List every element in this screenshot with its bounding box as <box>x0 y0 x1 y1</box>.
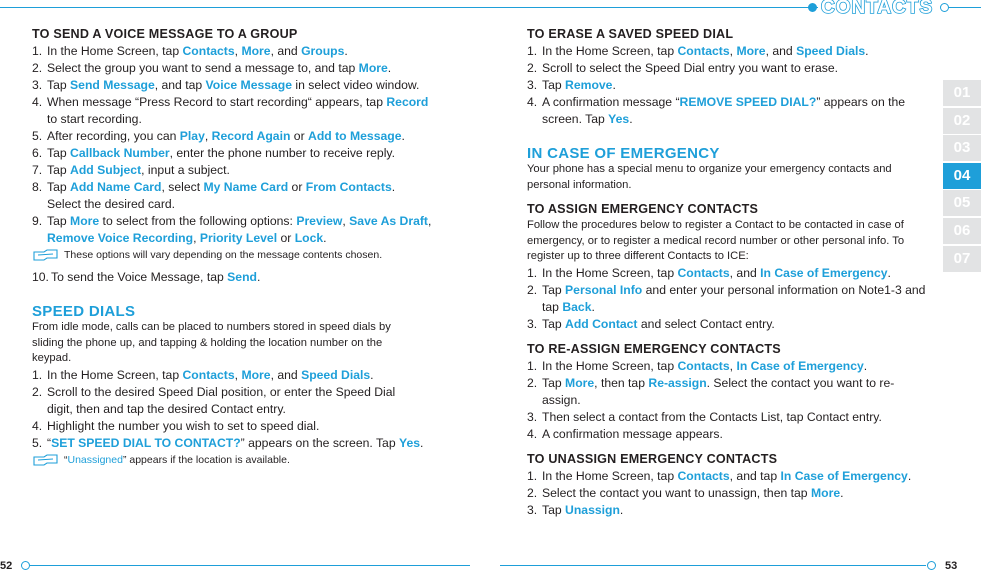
assign-intro: Follow the procedures below to register a Contact to be contacted in case of emergency, or to register a medical record number or other personal info. To register up to three different Contacts to ICE: <box>527 219 905 262</box>
unassign-step-3: 3. Tap Unassign. <box>527 502 624 517</box>
chapter-tab-06[interactable]: 06 <box>943 218 981 244</box>
left-column <box>32 26 432 468</box>
chapter-tab-04[interactable]: 04 <box>943 163 981 189</box>
voice-step-9: 9. Tap More to select from the following options: Preview, Save As Draft, Remove Voice Recording, Priority Level or Lock. <box>32 214 432 245</box>
section-title: CONTACTS <box>821 0 934 18</box>
footer-rule-right <box>500 565 926 566</box>
erase-step-1: 1. In the Home Screen, tap Contacts, More, and Speed Dials. <box>527 44 869 58</box>
erase-step-2: 2. Scroll to select the Speed Dial entry you want to erase. <box>527 61 839 75</box>
footer-dot-left <box>21 561 30 570</box>
voice-step-8: 8. Tap Add Name Card, select My Name Card or From Contacts. Select the desired card. <box>32 180 396 211</box>
assign-step-1: 1. In the Home Screen, tap Contacts, and In Case of Emergency. <box>527 265 891 280</box>
assign-heading: TO ASSIGN EMERGENCY CONTACTS <box>527 202 759 216</box>
unassign-heading: TO UNASSIGN EMERGENCY CONTACTS <box>527 451 778 466</box>
chapter-tabs <box>943 80 981 273</box>
reassign-step-4: 4. A confirmation message appears. <box>527 426 723 441</box>
page-number-left: 52 <box>0 560 13 572</box>
unassign-step-1: 1. In the Home Screen, tap Contacts, and tap In Case of Emergency. <box>527 468 912 483</box>
voice-step-1: 1. In the Home Screen, tap Contacts, More, and Groups. <box>32 44 348 58</box>
unassign-step-2: 2. Select the contact you want to unassign, then tap More. <box>527 485 844 500</box>
speed-dials-title: SPEED DIALS <box>32 303 136 320</box>
assign-step-3: 3. Tap Add Contact and select Contact entry. <box>527 316 775 331</box>
speed-step-2: 2. Scroll to the desired Speed Dial position, or enter the Speed Dial digit, then and tap the desired Contact entry. <box>32 384 396 416</box>
footer-rule-left <box>30 565 470 566</box>
note-icon <box>33 454 59 466</box>
voice-options-note: These options will vary depending on the message contents chosen. <box>32 248 432 263</box>
header-rule-right <box>948 7 981 8</box>
chapter-tab-05[interactable]: 05 <box>943 190 981 216</box>
erase-step-3: 3. Tap Remove. <box>527 78 616 92</box>
speed-step-5: 5. “SET SPEED DIAL TO CONTACT?” appears on the screen. Tap Yes. <box>32 435 424 450</box>
voice-heading: TO SEND A VOICE MESSAGE TO A GROUP <box>32 27 298 41</box>
voice-step-10: 10. To send the Voice Message, tap Send. <box>32 270 261 284</box>
voice-step-7: 7. Tap Add Subject, input a subject. <box>32 163 230 177</box>
voice-step-2: 2. Select the group you want to send a message to, and tap More. <box>32 61 392 75</box>
assign-step-2: 2. Tap Personal Info and enter your personal information on Note1-3 and tap Back. <box>527 282 926 314</box>
reassign-step-3: 3. Then select a contact from the Contacts List, tap Contact entry. <box>527 409 882 424</box>
ice-title: IN CASE OF EMERGENCY <box>527 145 720 162</box>
chapter-tab-02[interactable]: 02 <box>943 108 981 134</box>
footer-dot-right <box>927 561 936 570</box>
chapter-tab-07[interactable]: 07 <box>943 246 981 272</box>
reassign-step-2: 2. Tap More, then tap Re-assign. Select the contact you want to re-assign. <box>527 375 895 407</box>
header-dot-right <box>940 3 949 12</box>
erase-heading: TO ERASE A SAVED SPEED DIAL <box>527 27 734 41</box>
page-number-right: 53 <box>945 560 958 572</box>
chapter-tab-03[interactable]: 03 <box>943 135 981 161</box>
header-dot-left <box>808 3 817 12</box>
erase-step-4: 4. A confirmation message “REMOVE SPEED DIAL?” appears on the screen. Tap Yes. <box>527 95 906 126</box>
voice-step-4: 4. When message “Press Record to start recording“ appears, tap Record to start recording. <box>32 95 429 126</box>
speed-dials-intro: From idle mode, calls can be placed to numbers stored in speed dials by sliding the phone up, and tapping & holding the location number on the keypad. <box>32 321 391 364</box>
right-column <box>527 26 932 519</box>
ice-intro: Your phone has a special menu to organize your emergency contacts and personal information. <box>527 163 892 191</box>
voice-step-3: 3. Tap Send Message, and tap Voice Message in select video window. <box>32 78 420 92</box>
speed-step-4: 4. Highlight the number you wish to set to speed dial. <box>32 418 320 433</box>
voice-step-6: 6. Tap Callback Number, enter the phone number to receive reply. <box>32 146 395 160</box>
reassign-heading: TO RE-ASSIGN EMERGENCY CONTACTS <box>527 341 781 356</box>
chapter-tab-01[interactable]: 01 <box>943 80 981 106</box>
voice-step-5: 5. After recording, you can Play, Record Again or Add to Message. <box>32 129 405 143</box>
speed-unassigned-note: “Unassigned” appears if the location is available. <box>32 453 432 468</box>
reassign-step-1: 1. In the Home Screen, tap Contacts, In Case of Emergency. <box>527 358 868 373</box>
header-rule <box>0 7 818 8</box>
note-icon <box>33 249 59 261</box>
speed-step-1: 1. In the Home Screen, tap Contacts, More, and Speed Dials. <box>32 367 374 382</box>
